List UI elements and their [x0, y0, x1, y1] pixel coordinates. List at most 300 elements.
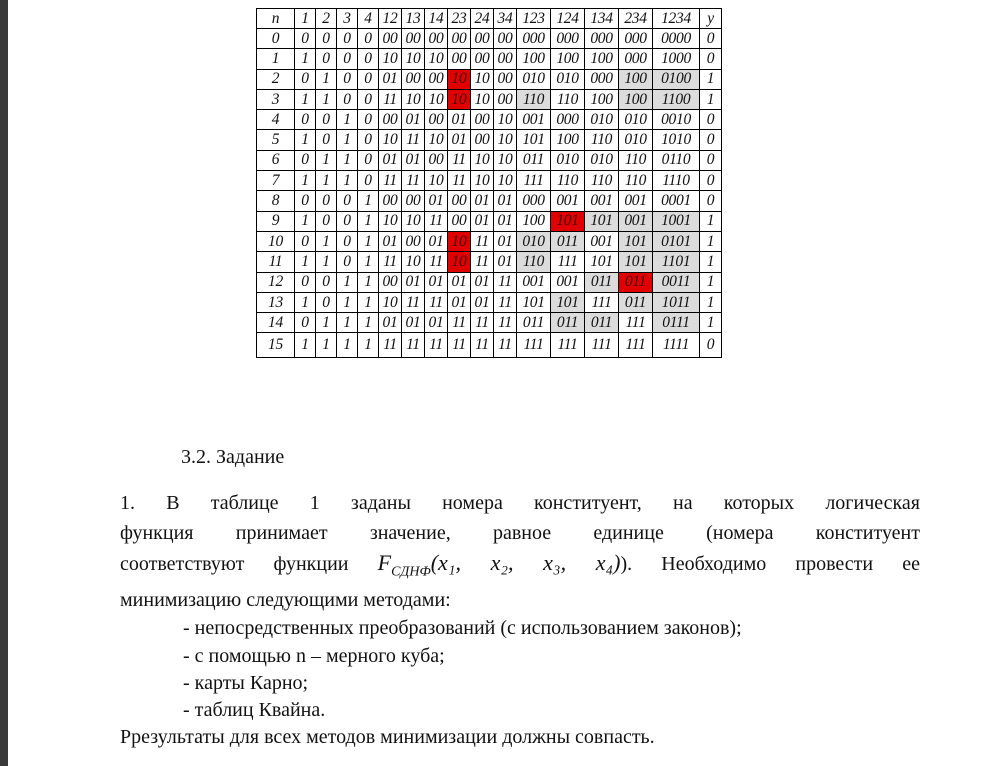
table-cell: 0: [337, 69, 358, 89]
table-cell: 11: [448, 150, 471, 170]
table-cell: 0: [295, 272, 316, 292]
table-cell: 0: [295, 313, 316, 333]
table-cell: 0: [295, 110, 316, 130]
table-header-cell: 14: [425, 9, 448, 29]
table-cell: 00: [448, 211, 471, 231]
table-cell: 00: [471, 29, 494, 49]
paragraph-line-1: 1. В таблице 1 заданы номера конституент, на которых логическая: [120, 492, 920, 514]
table-cell: 00: [402, 29, 425, 49]
table-cell: 1: [358, 333, 379, 358]
table-cell: 1: [700, 313, 722, 333]
formula-arguments: (x₁, x₂, x₃, x₄): [430, 550, 621, 575]
paragraph-line-4: минимизацию следующими методами:: [120, 589, 451, 611]
table-cell: 00: [425, 29, 448, 49]
table-cell: 110: [517, 89, 551, 109]
table-cell: 0: [337, 191, 358, 211]
table-cell: 00: [494, 29, 517, 49]
table-cell: 100: [517, 211, 551, 231]
table-cell: 01: [425, 231, 448, 251]
table-cell: 011: [619, 272, 653, 292]
table-cell: 0: [316, 211, 337, 231]
table-cell: 10: [379, 49, 402, 69]
table-cell: 10: [494, 150, 517, 170]
table-cell: 01: [448, 272, 471, 292]
table-cell: 4: [257, 110, 295, 130]
table-cell: 1: [295, 252, 316, 272]
table-cell: 010: [551, 69, 585, 89]
table-cell: 11: [471, 231, 494, 251]
table-cell: 1: [700, 89, 722, 109]
table-cell: 01: [494, 231, 517, 251]
table-cell: 0111: [653, 313, 700, 333]
table-cell: 010: [585, 110, 619, 130]
table-row: [257, 313, 722, 333]
table-cell: 0: [316, 191, 337, 211]
table-cell: 101: [585, 252, 619, 272]
formula-symbol: F: [377, 550, 392, 575]
table-cell: 11: [448, 313, 471, 333]
table-cell: 1: [295, 211, 316, 231]
table-cell: 11: [257, 252, 295, 272]
table-cell: 10: [471, 69, 494, 89]
table-cell: 10: [379, 211, 402, 231]
table-header-cell: 23: [448, 9, 471, 29]
table-cell: 1: [358, 231, 379, 251]
table-header-cell: 24: [471, 9, 494, 29]
table-cell: 1010: [653, 130, 700, 150]
table-cell: 11: [471, 313, 494, 333]
table-cell: 0: [358, 89, 379, 109]
table-cell: 10: [379, 292, 402, 312]
table-cell: 1: [316, 89, 337, 109]
table-cell: 1: [358, 252, 379, 272]
table-cell: 101: [585, 211, 619, 231]
table-cell: 001: [551, 191, 585, 211]
paragraph-line-3: [120, 550, 920, 580]
table-cell: 010: [619, 110, 653, 130]
table-cell: 13: [257, 292, 295, 312]
table-cell: 0011: [653, 272, 700, 292]
table-cell: 101: [551, 292, 585, 312]
table-cell: 8: [257, 191, 295, 211]
paragraph-line-3-end: ). Необходимо провести ее: [620, 553, 921, 575]
table-cell: 1: [316, 231, 337, 251]
table-cell: 01: [471, 191, 494, 211]
table-cell: 0: [700, 49, 722, 69]
table-cell: 011: [517, 313, 551, 333]
table-cell: 011: [619, 292, 653, 312]
table-cell: 011: [551, 313, 585, 333]
table-cell: 0: [337, 49, 358, 69]
table-row: [257, 333, 722, 358]
table-cell: 10: [471, 89, 494, 109]
table-cell: 00: [379, 110, 402, 130]
table-cell: 000: [551, 110, 585, 130]
table-cell: 10: [448, 89, 471, 109]
table-cell: 00: [402, 231, 425, 251]
table-cell: 6: [257, 150, 295, 170]
table-cell: 100: [551, 130, 585, 150]
table-row: [257, 69, 722, 89]
table-cell: 11: [425, 211, 448, 231]
table-cell: 01: [379, 150, 402, 170]
table-cell: 1101: [653, 252, 700, 272]
table-cell: 001: [517, 110, 551, 130]
table-cell: 00: [471, 130, 494, 150]
table-row: [257, 130, 722, 150]
table-cell: 111: [619, 333, 653, 358]
table-cell: 011: [585, 272, 619, 292]
table-cell: 100: [585, 49, 619, 69]
table-cell: 001: [585, 231, 619, 251]
table-cell: 7: [257, 171, 295, 191]
table-cell: 0: [700, 150, 722, 170]
table-cell: 1: [337, 292, 358, 312]
list-item: - таблиц Квайна.: [183, 699, 326, 721]
table-cell: 01: [494, 191, 517, 211]
table-cell: 9: [257, 211, 295, 231]
paragraph-line-3-start: соответствуют функции: [120, 553, 349, 575]
table-cell: 00: [494, 49, 517, 69]
table-header-cell: n: [257, 9, 295, 29]
table-row: [257, 252, 722, 272]
table-cell: 1: [257, 49, 295, 69]
table-cell: 110: [619, 171, 653, 191]
table-cell: 01: [471, 272, 494, 292]
table-cell: 0: [295, 150, 316, 170]
table-cell: 1: [700, 211, 722, 231]
table-cell: 111: [551, 333, 585, 358]
table-cell: 1011: [653, 292, 700, 312]
table-cell: 10: [494, 130, 517, 150]
table-cell: 00: [425, 69, 448, 89]
table-cell: 01: [448, 110, 471, 130]
table-cell: 00: [448, 49, 471, 69]
table-cell: 0: [316, 130, 337, 150]
table-cell: 11: [448, 171, 471, 191]
table-cell: 01: [448, 292, 471, 312]
table-cell: 10: [448, 231, 471, 251]
table-cell: 010: [517, 231, 551, 251]
table-cell: 11: [402, 130, 425, 150]
table-cell: 0100: [653, 69, 700, 89]
table-cell: 001: [619, 191, 653, 211]
table-cell: 1: [358, 313, 379, 333]
table-cell: 010: [517, 69, 551, 89]
table-cell: 1: [316, 252, 337, 272]
table-cell: 0: [700, 29, 722, 49]
table-cell: 1001: [653, 211, 700, 231]
table-cell: 01: [379, 313, 402, 333]
paragraph-line-2: функция принимает значение, равное единице (номера конституент: [120, 522, 920, 544]
table-cell: 1: [295, 49, 316, 69]
table-cell: 110: [585, 130, 619, 150]
table-cell: 110: [551, 89, 585, 109]
table-cell: 110: [619, 150, 653, 170]
table-cell: 10: [402, 252, 425, 272]
table-cell: 00: [471, 110, 494, 130]
table-cell: 0: [700, 191, 722, 211]
table-cell: 11: [471, 252, 494, 272]
table-cell: 0010: [653, 110, 700, 130]
table-cell: 1: [337, 333, 358, 358]
table-cell: 1: [337, 150, 358, 170]
table-cell: 01: [448, 130, 471, 150]
table-header-cell: 4: [358, 9, 379, 29]
table-cell: 1: [316, 333, 337, 358]
table-header-cell: 123: [517, 9, 551, 29]
table-cell: 1: [700, 292, 722, 312]
table-cell: 0: [295, 191, 316, 211]
table-cell: 000: [517, 29, 551, 49]
table-cell: 0: [700, 171, 722, 191]
table-cell: 00: [379, 272, 402, 292]
table-cell: 0: [337, 211, 358, 231]
table-header-cell: 1: [295, 9, 316, 29]
table-header-cell: 124: [551, 9, 585, 29]
table-cell: 01: [494, 211, 517, 231]
table-header-cell: 13: [402, 9, 425, 29]
table-cell: 00: [379, 29, 402, 49]
table-cell: 100: [585, 89, 619, 109]
table-cell: 10: [425, 171, 448, 191]
table-row: [257, 49, 722, 69]
table-cell: 000: [619, 29, 653, 49]
table-cell: 101: [619, 252, 653, 272]
table-cell: 0: [295, 231, 316, 251]
table-row: [257, 89, 722, 109]
closing-sentence: Ррезультаты для всех методов минимизации должны совпасть.: [120, 726, 655, 748]
table-cell: 0001: [653, 191, 700, 211]
table-cell: 00: [425, 110, 448, 130]
table-cell: 1111: [653, 333, 700, 358]
table-cell: 01: [402, 150, 425, 170]
table-cell: 0: [337, 252, 358, 272]
table-cell: 01: [425, 313, 448, 333]
table-cell: 001: [517, 272, 551, 292]
table-cell: 11: [448, 333, 471, 358]
table-header-cell: 234: [619, 9, 653, 29]
table-cell: 101: [517, 130, 551, 150]
table-cell: 111: [551, 252, 585, 272]
table-cell: 10: [379, 130, 402, 150]
table-cell: 01: [379, 231, 402, 251]
table-row: [257, 171, 722, 191]
table-cell: 11: [494, 313, 517, 333]
table-cell: 0: [358, 110, 379, 130]
table-cell: 100: [619, 69, 653, 89]
table-cell: 10: [425, 130, 448, 150]
table-cell: 00: [494, 89, 517, 109]
table-cell: 00: [448, 29, 471, 49]
table-cell: 0000: [653, 29, 700, 49]
table-cell: 10: [448, 252, 471, 272]
table-cell: 1: [295, 89, 316, 109]
table-cell: 01: [471, 292, 494, 312]
table-cell: 0: [358, 171, 379, 191]
truth-table: [256, 8, 722, 358]
table-cell: 15: [257, 333, 295, 358]
table-cell: 0: [700, 110, 722, 130]
table-cell: 0: [295, 69, 316, 89]
table-cell: 0: [316, 292, 337, 312]
table-cell: 00: [471, 49, 494, 69]
table-cell: 00: [494, 69, 517, 89]
table-cell: 3: [257, 89, 295, 109]
table-cell: 111: [585, 292, 619, 312]
formula: [377, 550, 621, 580]
table-cell: 010: [585, 150, 619, 170]
table-cell: 01: [402, 110, 425, 130]
table-cell: 101: [517, 292, 551, 312]
table-header-cell: 3: [337, 9, 358, 29]
table-cell: 00: [448, 191, 471, 211]
table-cell: 11: [402, 171, 425, 191]
table-cell: 11: [425, 292, 448, 312]
table-cell: 011: [551, 231, 585, 251]
table-cell: 0: [700, 130, 722, 150]
table-cell: 1100: [653, 89, 700, 109]
table-cell: 001: [619, 211, 653, 231]
table-cell: 01: [402, 313, 425, 333]
list-item: - непосредственных преобразований (с использованием законов);: [183, 617, 742, 639]
table-cell: 100: [619, 89, 653, 109]
table-cell: 1: [295, 171, 316, 191]
table-cell: 1: [295, 333, 316, 358]
table-cell: 0: [337, 29, 358, 49]
table-cell: 110: [585, 171, 619, 191]
table-cell: 2: [257, 69, 295, 89]
table-cell: 11: [471, 333, 494, 358]
table-cell: 11: [425, 252, 448, 272]
table-cell: 0: [316, 272, 337, 292]
table-cell: 11: [494, 292, 517, 312]
table-cell: 1110: [653, 171, 700, 191]
table-cell: 0: [358, 130, 379, 150]
table-row: [257, 191, 722, 211]
list-item: - с помощью n – мерного куба;: [183, 645, 445, 667]
table-cell: 111: [517, 171, 551, 191]
table-row: [257, 150, 722, 170]
table-cell: 101: [551, 211, 585, 231]
table-cell: 0: [358, 69, 379, 89]
table-cell: 1: [337, 110, 358, 130]
table-cell: 1: [316, 150, 337, 170]
table-cell: 1: [316, 171, 337, 191]
table-cell: 111: [585, 333, 619, 358]
table-row: [257, 211, 722, 231]
table-header-cell: y: [700, 9, 722, 29]
table-cell: 00: [402, 69, 425, 89]
table-cell: 1: [358, 272, 379, 292]
table-cell: 12: [257, 272, 295, 292]
table-cell: 01: [471, 211, 494, 231]
table-cell: 000: [585, 29, 619, 49]
table-cell: 1: [358, 211, 379, 231]
table-cell: 1: [295, 292, 316, 312]
table-cell: 100: [517, 49, 551, 69]
table-cell: 011: [585, 313, 619, 333]
table-cell: 0: [316, 110, 337, 130]
table-row: [257, 272, 722, 292]
table-cell: 10: [402, 49, 425, 69]
table-cell: 01: [402, 272, 425, 292]
table-cell: 0: [295, 29, 316, 49]
table-cell: 000: [551, 29, 585, 49]
table-cell: 11: [379, 89, 402, 109]
table-cell: 01: [425, 272, 448, 292]
table-cell: 011: [517, 150, 551, 170]
table-cell: 10: [402, 211, 425, 231]
table-cell: 10: [471, 171, 494, 191]
table-cell: 1: [358, 191, 379, 211]
table-row: [257, 110, 722, 130]
table-cell: 11: [494, 272, 517, 292]
table-cell: 0: [700, 333, 722, 358]
table-cell: 0: [257, 29, 295, 49]
window-edge: [0, 0, 8, 766]
table-cell: 100: [551, 49, 585, 69]
table-cell: 10: [425, 49, 448, 69]
table-cell: 1: [700, 69, 722, 89]
table-cell: 000: [585, 69, 619, 89]
table-cell: 1: [337, 272, 358, 292]
table-cell: 110: [551, 171, 585, 191]
table-cell: 0: [316, 29, 337, 49]
table-cell: 1: [337, 313, 358, 333]
table-cell: 5: [257, 130, 295, 150]
table-header-cell: 12: [379, 9, 402, 29]
table-cell: 0110: [653, 150, 700, 170]
table-cell: 111: [517, 333, 551, 358]
table-cell: 10: [425, 89, 448, 109]
table-cell: 00: [425, 150, 448, 170]
table-cell: 11: [494, 333, 517, 358]
table-cell: 1: [337, 171, 358, 191]
table-cell: 0: [358, 150, 379, 170]
table-cell: 0: [358, 49, 379, 69]
table-cell: 01: [379, 69, 402, 89]
table-cell: 1: [358, 292, 379, 312]
table-cell: 111: [619, 313, 653, 333]
table-cell: 11: [379, 333, 402, 358]
table-cell: 000: [619, 49, 653, 69]
table-cell: 10: [257, 231, 295, 251]
table-cell: 00: [402, 191, 425, 211]
table-cell: 11: [425, 333, 448, 358]
table-cell: 0101: [653, 231, 700, 251]
table-cell: 10: [494, 171, 517, 191]
table-header-cell: 2: [316, 9, 337, 29]
table-cell: 1: [337, 130, 358, 150]
table-row: [257, 292, 722, 312]
formula-subscript: СДНФ: [391, 564, 431, 580]
table-cell: 11: [402, 333, 425, 358]
list-item: - карты Карно;: [183, 672, 309, 694]
table-cell: 10: [402, 89, 425, 109]
table-cell: 110: [517, 252, 551, 272]
table-cell: 11: [379, 171, 402, 191]
table-cell: 00: [379, 191, 402, 211]
table-cell: 0: [337, 89, 358, 109]
table-row: [257, 29, 722, 49]
table-cell: 01: [425, 191, 448, 211]
table-cell: 1: [700, 272, 722, 292]
table-cell: 1: [316, 69, 337, 89]
table-header-row: [257, 9, 722, 29]
table-cell: 11: [379, 252, 402, 272]
table-cell: 1: [295, 130, 316, 150]
